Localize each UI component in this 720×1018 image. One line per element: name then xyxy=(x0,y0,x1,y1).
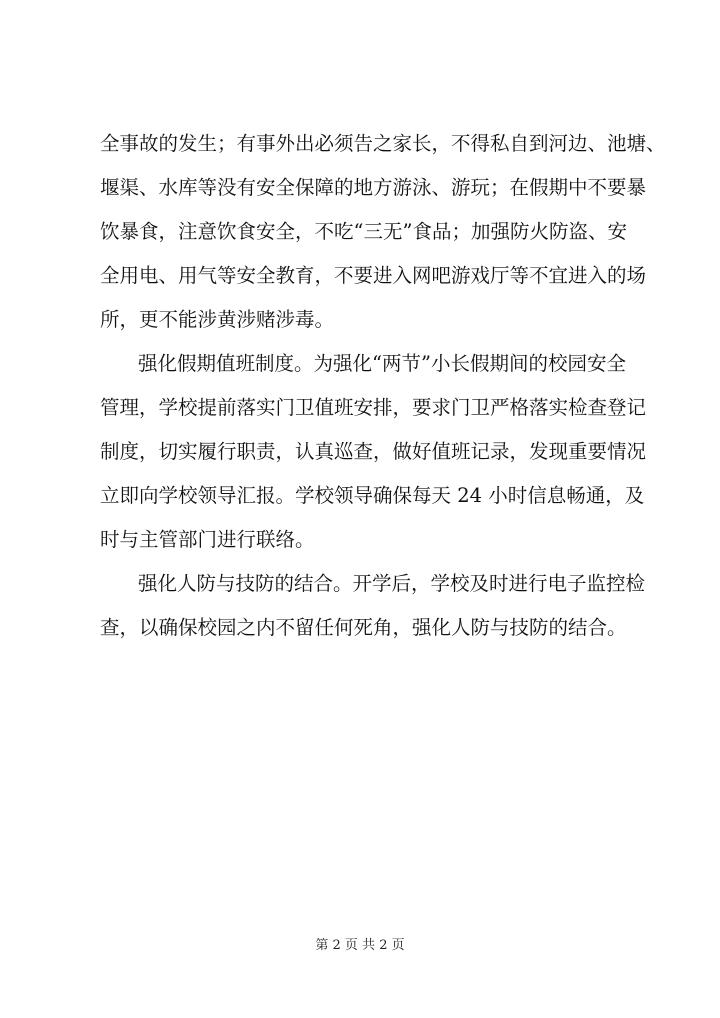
paragraph-line: 强化假期值班制度。为强化“两节”小长假期间的校园安全 xyxy=(138,352,626,375)
paragraph-line: 堰渠、水库等没有安全保障的地方游泳、游玩；在假期中不要暴 xyxy=(100,176,647,199)
paragraph-line: 管理，学校提前落实门卫值班安排，要求门卫严格落实检查登记 xyxy=(100,396,647,419)
page-number-footer: 第 2 页 共 2 页 xyxy=(315,938,405,953)
paragraph-line: 制度，切实履行职责，认真巡查，做好值班记录，发现重要情况 xyxy=(100,440,647,463)
paragraph-line: 强化人防与技防的结合。开学后，学校及时进行电子监控检 xyxy=(138,572,646,595)
paragraph-line: 全用电、用气等安全教育，不要进入网吧游戏厅等不宜进入的场 xyxy=(100,264,647,287)
paragraph-line: 立即向学校领导汇报。学校领导确保每天 24 小时信息畅通，及 xyxy=(100,484,645,507)
paragraph-line: 饮暴食，注意饮食安全，不吃“三无”食品；加强防火防盗、安 xyxy=(100,220,627,243)
paragraph-line: 全事故的发生；有事外出必须告之家长，不得私自到河边、池塘、 xyxy=(100,132,666,155)
paragraph-line: 查，以确保校园之内不留任何死角，强化人防与技防的结合。 xyxy=(100,616,627,639)
paragraph-line: 所，更不能涉黄涉赌涉毒。 xyxy=(100,308,335,331)
paragraph-line: 时与主管部门进行联络。 xyxy=(100,528,315,551)
